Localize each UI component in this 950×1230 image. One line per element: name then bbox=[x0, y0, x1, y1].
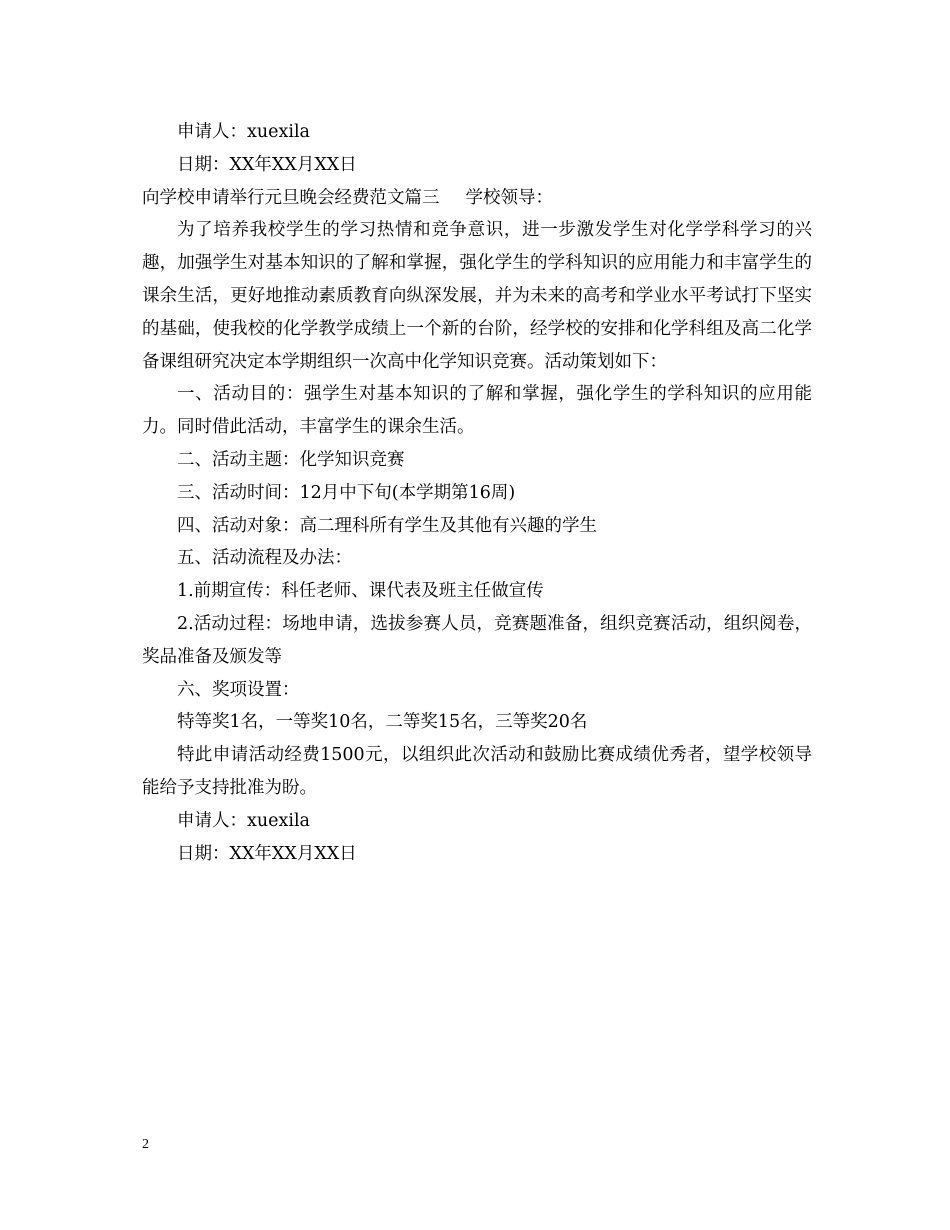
awards-heading: 六、奖项设置： bbox=[177, 679, 300, 700]
salutation: 学校领导： bbox=[465, 187, 553, 208]
section-title: 向学校申请举行元旦晚会经费范文篇三 bbox=[142, 187, 440, 208]
time-item: 三、活动时间：12月中下旬(本学期第16周) bbox=[177, 482, 516, 503]
section-heading-line bbox=[142, 182, 812, 215]
page-number: 2 bbox=[142, 1137, 149, 1152]
theme-item: 二、活动主题：化学知识竞赛 bbox=[177, 449, 405, 470]
process-step-2: 2.活动过程：场地申请，选拔参赛人员，竞赛题准备，组织竞赛活动，组织阅卷，奖品准备及颁发等 bbox=[142, 613, 812, 667]
document-body bbox=[142, 116, 812, 870]
process-heading: 五、活动流程及办法： bbox=[177, 548, 352, 569]
applicant-line-bottom: 申请人：xuexila bbox=[177, 810, 310, 831]
applicant-line-top: 申请人：xuexila bbox=[177, 122, 310, 142]
awards-list: 特等奖1名，一等奖10名，二等奖15名，三等奖20名 bbox=[177, 712, 588, 733]
purpose-item: 一、活动目的：强学生对基本知识的了解和掌握，强化学生的学科知识的应用能力。同时借此活动，丰富学生的课余生活。 bbox=[142, 384, 812, 438]
process-step-1: 1.前期宣传：科任老师、课代表及班主任做宣传 bbox=[177, 581, 544, 602]
date-line-bottom: 日期：XX年XX月XX日 bbox=[177, 843, 357, 864]
intro-paragraph: 为了培养我校学生的学习热情和竞争意识，进一步激发学生对化学学科学习的兴趣，加强学生对基本知识的了解和掌握，强化学生的学科知识的应用能力和丰富学生的课余生活，更好地推动素质教育向纵深发展，并为未来的高考和学业水平考试打下坚实的基础，使我校的化学教学成绩上一个新的台阶，经学校的安排和化学科组及高二化学备课组研究决定本学期组织一次高中化学知识竞赛。活动策划如下： bbox=[142, 220, 812, 372]
audience-item: 四、活动对象：高二理科所有学生及其他有兴趣的学生 bbox=[177, 515, 597, 536]
date-line-top: 日期：XX年XX月XX日 bbox=[177, 154, 357, 175]
closing-paragraph: 特此申请活动经费1500元，以组织此次活动和鼓励比赛成绩优秀者，望学校领导能给予支持批准为盼。 bbox=[142, 745, 812, 798]
